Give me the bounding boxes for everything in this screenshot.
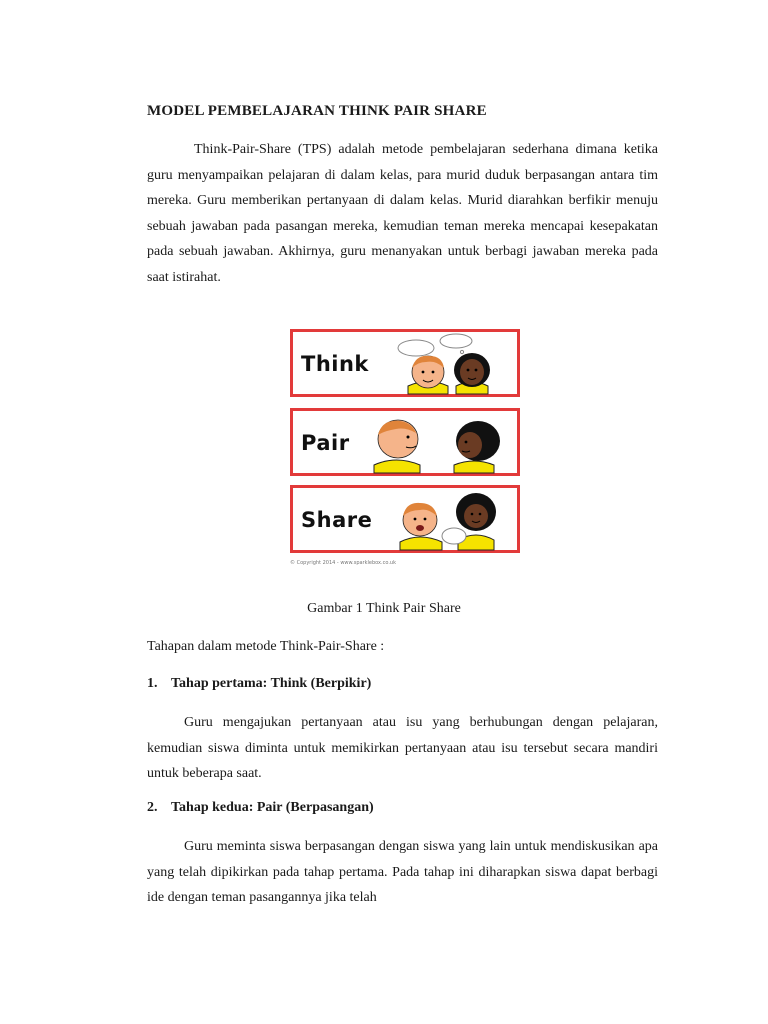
figure-caption: Gambar 1 Think Pair Share — [307, 601, 461, 616]
stage-2-title: Tahap kedua: Pair (Berpasangan) — [171, 800, 374, 815]
card-word-share: Share — [301, 508, 373, 532]
card-word-pair: Pair — [301, 431, 350, 455]
stage-2-heading — [147, 800, 374, 816]
stage-2-number: 2. — [147, 800, 158, 815]
figure-copyright: © Copyright 2014 - www.sparklebox.co.uk — [290, 560, 396, 566]
stage-1-text: Guru mengajukan pertanyaan atau isu yang berhubungan dengan pelajaran, kemudian siswa diminta untuk memikirkan pertanyaan atau isu tersebut secara mandiri untuk beberapa saat. — [147, 715, 658, 782]
think-illustration — [386, 330, 518, 396]
document-title: MODEL PEMBELAJARAN THINK PAIR SHARE — [147, 103, 487, 119]
share-illustration — [390, 486, 518, 552]
intro-paragraph: Think-Pair-Share (TPS) adalah metode pembelajaran sederhana dimana ketika guru menyampaikan pelajaran di dalam kelas, para murid duduk berpasangan antara tim mereka. Guru memberikan pertanyaan di dalam kelas. Murid diarahkan berfikir menuju sebuah jawaban pada pasangan mereka, kemudian teman mereka mencapai kesepakatan pada sebuah jawaban. Akhirnya, guru menanyakan untuk berbagi jawaban mereka pada saat istirahat. — [147, 142, 658, 285]
stage-1-number: 1. — [147, 676, 158, 691]
card-word-think: Think — [301, 352, 369, 376]
think-pair-share-figure — [286, 325, 530, 575]
stage-2-text: Guru meminta siswa berpasangan dengan siswa yang lain untuk mendiskusikan apa yang telah dipikirkan pada tahap pertama. Pada tahap ini diharapkan siswa dapat berbagi ide dengan teman pasangannya jika telah — [147, 839, 658, 906]
pair-illustration — [362, 409, 518, 475]
stage-1-heading — [147, 676, 371, 692]
stage-1-title: Tahap pertama: Think (Berpikir) — [171, 676, 372, 691]
stages-intro: Tahapan dalam metode Think-Pair-Share : — [147, 639, 385, 654]
